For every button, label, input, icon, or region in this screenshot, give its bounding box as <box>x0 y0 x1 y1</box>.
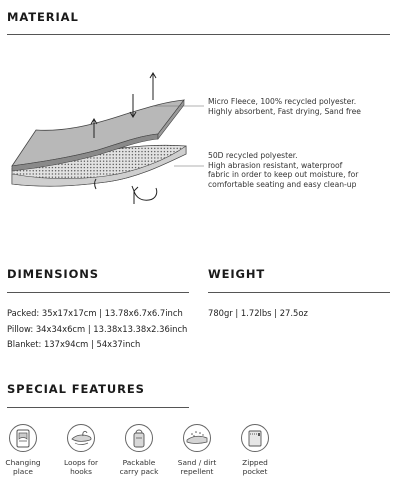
weight-divider <box>208 292 390 293</box>
changing-place-icon <box>9 424 37 452</box>
fleece-callout: Micro Fleece, 100% recycled polyester. Highly absorbent, Fast drying, Sand free <box>208 97 361 116</box>
feature-sand-dirt-repellent <box>169 424 225 476</box>
dimension-pillow: Pillow: 34x34x6cm | 13.38x13.38x2.36inch <box>7 323 188 334</box>
material-heading: MATERIAL <box>7 10 79 24</box>
zipped-pocket-icon <box>241 424 269 452</box>
special-features-divider <box>7 407 189 408</box>
material-divider <box>7 34 390 35</box>
special-features-heading: SPECIAL FEATURES <box>7 382 145 396</box>
dimensions-divider <box>7 292 189 293</box>
shell-callout: 50D recycled polyester. High abrasion resistant, waterproof fabric in order to keep out moisture, for comfortable seating and easy clean-up <box>208 151 359 189</box>
feature-label: Zipped pocket <box>242 458 268 477</box>
feature-label: Sand / dirt repellent <box>177 458 217 477</box>
dimensions-heading: DIMENSIONS <box>7 267 99 281</box>
dimension-packed: Packed: 35x17x17cm | 13.78x6.7x6.7inch <box>7 308 183 318</box>
hook-loop-icon <box>67 424 95 452</box>
callout-leaders <box>150 90 210 190</box>
weight-heading: WEIGHT <box>208 267 266 281</box>
feature-loops-for-hooks <box>53 424 109 476</box>
feature-zipped-pocket <box>227 424 283 476</box>
feature-label: Changing place <box>5 458 41 477</box>
weight-value: 780gr | 1.72lbs | 27.5oz <box>208 308 308 318</box>
dimensions-list <box>7 306 187 353</box>
feature-packable-carry-pack <box>111 424 167 476</box>
feature-label: Loops for hooks <box>63 458 99 477</box>
sand-dirt-icon <box>183 424 211 452</box>
feature-label: Packable carry pack <box>119 458 159 477</box>
carry-pack-icon <box>125 424 153 452</box>
feature-changing-place <box>0 424 51 476</box>
dimension-blanket: Blanket: 137x94cm | 54x37inch <box>7 339 141 349</box>
